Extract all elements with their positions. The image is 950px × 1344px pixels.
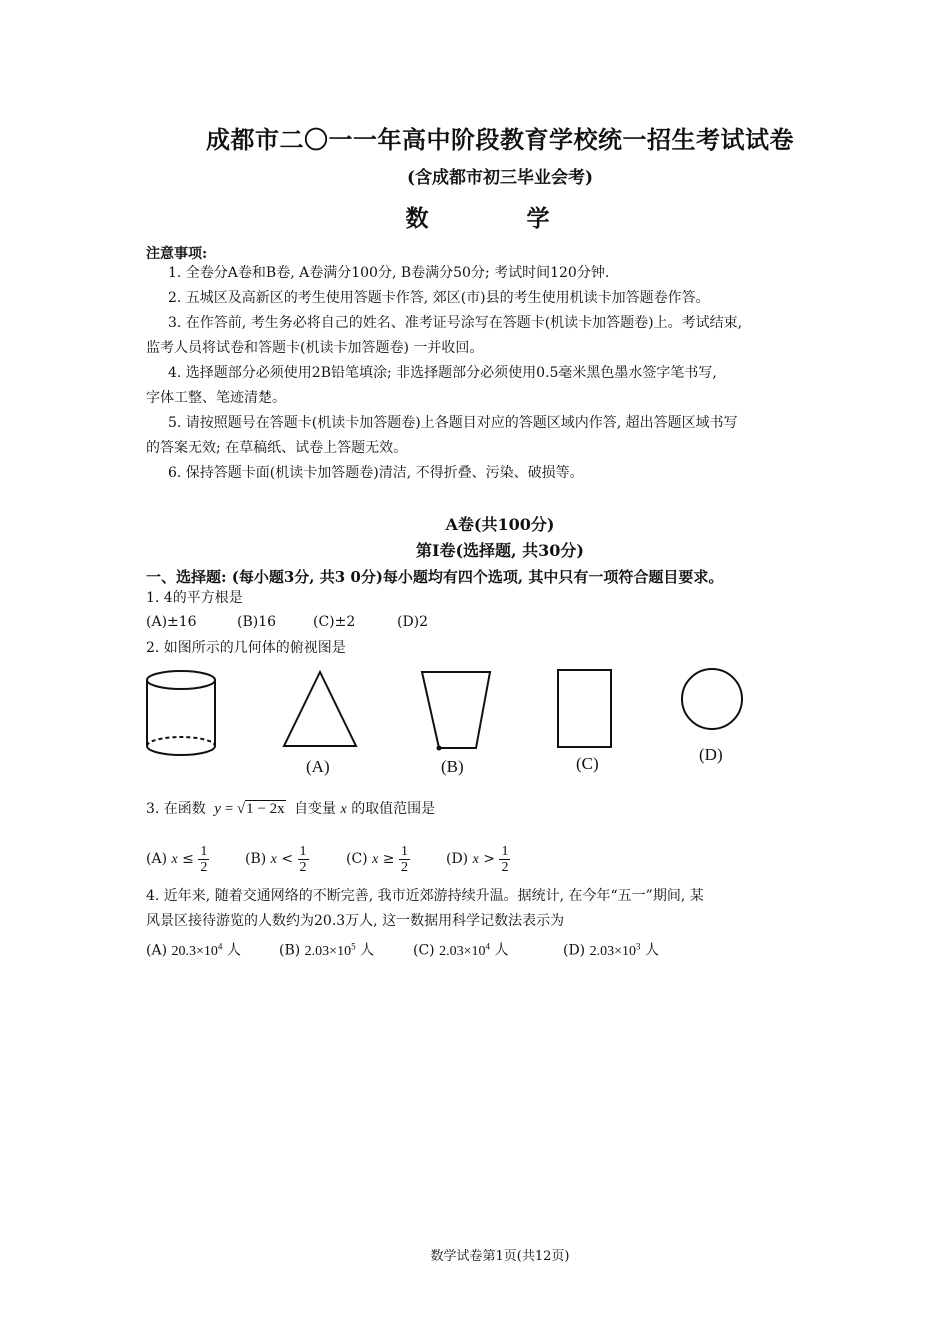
q3-func-radicand: 1 − 2x xyxy=(246,801,285,817)
q2-label-a: (A) xyxy=(306,757,330,776)
q2-label-b: (B) xyxy=(441,757,464,776)
notes-heading: 注意事项: xyxy=(146,246,208,262)
q3-stem xyxy=(146,797,435,822)
exam-subtitle: (含成都市初三毕业会考) xyxy=(406,168,594,188)
q3-option-d: (D) x > $\frac{1}{2}$ xyxy=(446,843,509,875)
section-part-1: 第Ⅰ卷(选择题, 共30分) xyxy=(415,541,585,560)
option-b-trapezoid xyxy=(422,672,490,751)
q3-option-a-fraction: $\frac{1}{2}$ xyxy=(200,843,208,875)
cylinder-figure xyxy=(147,671,215,755)
option-c-rectangle xyxy=(558,670,611,747)
q1-option-d: (D)2 xyxy=(397,614,429,630)
option-a-triangle xyxy=(284,672,356,746)
q3-stem-var: x xyxy=(340,802,347,817)
q1-option-b: (B)16 xyxy=(237,614,277,630)
page-footer: 数学试卷第1页(共12页) xyxy=(430,1249,570,1264)
q1-option-a: (A)±16 xyxy=(146,614,197,630)
q3-option-a: (A) x ≤ $\frac{1}{2}$ xyxy=(146,843,208,875)
note-line: 3. 在作答前, 考生务必将自己的姓名、准考证号涂写在答题卡(机读卡加答题卷)上。考试结束, xyxy=(168,315,743,331)
q4-option-c: (C) $2.03\times 10^4$ 人 xyxy=(413,941,509,959)
option-d-circle xyxy=(682,669,742,729)
q4-stem-line-2: 风景区接待游览的人数约为20.3万人, 这一数据用科学记数法表示为 xyxy=(146,913,565,929)
q4-option-a: (A) $20.3\times 10^4$ 人 xyxy=(146,941,241,959)
q3-option-b-fraction: $\frac{1}{2}$ xyxy=(299,843,307,875)
note-line: 2. 五城区及高新区的考生使用答题卡作答, 郊区(市)县的考生使用机读卡加答题卷作答。 xyxy=(168,290,710,306)
q3-stem-end: 的取值范围是 xyxy=(351,801,436,817)
q2-label-d: (D) xyxy=(699,745,723,764)
q3-function xyxy=(214,797,285,822)
q4-stem-line-1: 4. 近年来, 随着交通网络的不断完善, 我市近郊游持续升温。据统计, 在今年“五一”期间, 某 xyxy=(146,888,704,904)
note-line: 监考人员将试卷和答题卡(机读卡加答题卷) 一并收回。 xyxy=(146,340,484,356)
exam-subject: 数 学 xyxy=(405,205,595,232)
q2-stem: 2. 如图所示的几何体的俯视图是 xyxy=(146,640,346,656)
q2-label-c: (C) xyxy=(576,754,599,773)
note-line: 字体工整、笔迹清楚。 xyxy=(146,390,286,406)
q1-option-c: (C)±2 xyxy=(313,614,356,630)
note-line: 6. 保持答题卡面(机读卡加答题卷)清洁, 不得折叠、污染、破损等。 xyxy=(168,465,584,481)
q3-option-d-fraction: $\frac{1}{2}$ xyxy=(501,843,509,875)
choice-heading: 一、选择题: (每小题3分, 共3 0分)每小题均有四个选项, 其中只有一项符合题目要求。 xyxy=(146,568,724,586)
note-line: 的答案无效; 在草稿纸、试卷上答题无效。 xyxy=(146,440,408,456)
exam-title: 成都市二〇一一年高中阶段教育学校统一招生考试试卷 xyxy=(206,125,794,154)
q4-option-d: (D) $2.03\times 10^3$ 人 xyxy=(563,941,659,959)
q3-option-b: (B) x < $\frac{1}{2}$ xyxy=(245,843,307,875)
q3-option-c-fraction: $\frac{1}{2}$ xyxy=(400,843,408,875)
q3-func-y: y xyxy=(214,801,221,817)
q3-option-c: (C) x ≥ $\frac{1}{2}$ xyxy=(346,843,408,875)
q4-option-b: (B) $2.03\times 10^5$ 人 xyxy=(279,941,375,959)
note-line: 1. 全卷分A卷和B卷, A卷满分100分, B卷满分50分; 考试时间120分钟. xyxy=(168,265,610,281)
q3-func-eq: = xyxy=(224,801,234,817)
q1-stem: 1. 4的平方根是 xyxy=(146,590,243,606)
section-a-paper: A卷(共100分) xyxy=(445,515,555,534)
note-line: 5. 请按照题号在答题卡(机读卡加答题卷)上各题目对应的答题区域内作答, 超出答题区域书写 xyxy=(168,415,738,431)
sqrt-icon: √ xyxy=(236,801,246,817)
note-line: 4. 选择题部分必须使用2B铅笔填涂; 非选择题部分必须使用0.5毫米黑色墨水签字笔书写, xyxy=(168,365,717,381)
q3-stem-prefix: 3. 在函数 xyxy=(146,801,206,817)
q3-stem-suffix: 自变量 xyxy=(294,801,337,817)
